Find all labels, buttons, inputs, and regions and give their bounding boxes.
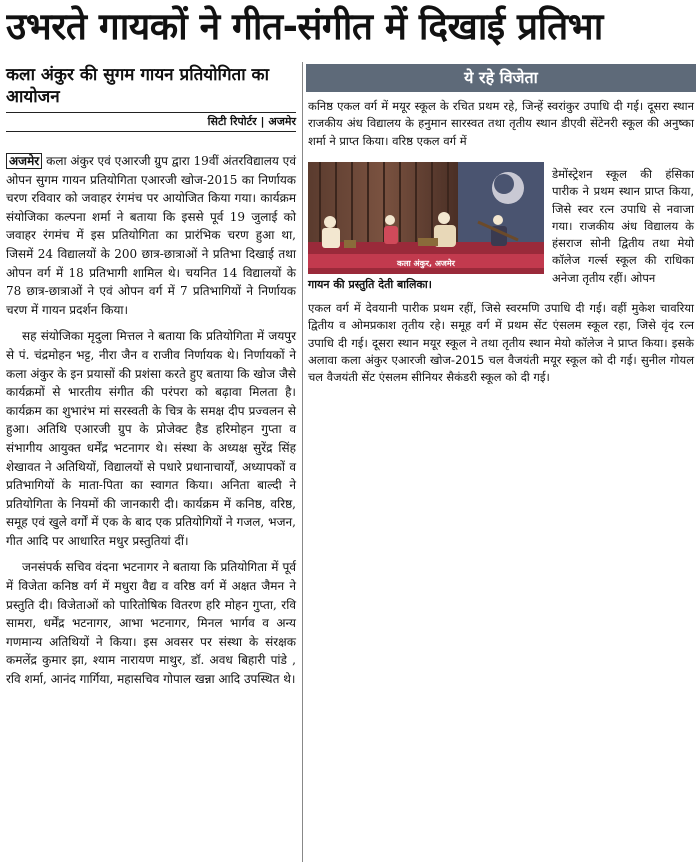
stage-banner: कला अंकुर, अजमेर	[397, 259, 455, 268]
byline: सिटी रिपोर्टर | अजमेर	[6, 112, 296, 132]
article-paragraph: जनसंपर्क सचिव वंदना भटनागर ने बताया कि प्रतियोगिता में पूर्व में विजेता कनिष्ठ वर्ग में मधुरा वैद्य व वरिष्ठ वर्ग में अक्षत जैमन ने प्रस्तुति दी। विजेताओं को पारितोषिक वितरण हरि मोहन गुप्ता, रवि सामरा, धर्मेंद्र भटनागर, आभा भटनागर, मिनल भार्गव व अन्य गणमान्य अतिथियों ने किया। इस अवसर पर संस्था के संरक्षक कमलेंद्र कुमार झा, श्याम नारायण माथुर, डॉ. अवध बिहारी पांडे , रवि शर्मा, आनंद गार्गिया, महासचिव गोपाल खन्ना आदि उपस्थित थे।	[6, 560, 296, 687]
paragraph-text: कला अंकुर एवं एआरजी ग्रुप द्वारा 19वीं अंतरविद्यालय एवं ओपन सुगम गायन प्रतियोगिता एआरजी खोज-2015 का निर्णायक चरण रविवार को जवाहर रंगमंच पर आयोजित किया गया। कार्यक्रम संयोजिका कल्पना शर्मा ने बताया कि इससे पूर्व 19 जुलाई को जवाहर रंगमंच में इस प्रतियोगिता का प्रारंभिक चरण हुआ था, जिसमें 24 विद्यालयों के 200 छात्र-छात्राओं ने प्रतिभा दिखाई तथा ओपन वर्ग में 18 प्रतिभागी शामिल थे। चयनित 14 विद्यालयों के 78 छात्र-छात्राओं ने एवं ओपन वर्ग में 7 प्रतिभागियों ने निर्णायक चरण में गायन प्रदर्शन किया।	[6, 154, 296, 317]
event-photo	[308, 162, 544, 274]
winners-side-text: डेमोंस्ट्रेशन स्कूल की हंसिका पारीक ने प्रथम स्थान प्राप्त किया, जिसे स्वर रत्न उपाधि से नवाजा गया। राजकीय अंध विद्यालय के हंसराज सोनी द्वितीय तथा मेयो कॉलेज गर्ल्स स्कूल की राधिका अनेजा तृतीय रहीं। ओपन	[552, 167, 694, 285]
article-paragraph	[6, 152, 296, 319]
article-paragraph: सह संयोजिका मृदुला मित्तल ने बताया कि प्रतियोगिता में जयपुर से पं. चंद्रमोहन भट्ट, नीरा जैन व राजीव निर्णायक थे। निर्णायकों ने कला अंकुर के इन प्रयासों की प्रशंसा करते हुए बताया कि खोज जैसे कार्यक्रमों से भारतीय संगीत की परंपरा को बढ़ावा मिलता है। कार्यक्रम का शुभारंभ मां सरस्वती के चित्र के समक्ष दीप प्रज्वलन से हुआ। अतिथि एआरजी ग्रुप के प्रोजेक्ट हैड हरिमोहन गुप्ता व संभागीय आयुक्त धर्मेंद्र भटनागर थे। संस्था के अध्यक्ष सुरेंद्र सिंह शेखावत ने अतिथियों, विद्यालयों से पधारे प्रधानाचार्यों, अध्यापकों व प्रतिभागियों के माता-पिता का स्वागत किया। अनिता बाल्दी ने प्रतियोगिता के नियमों की जानकारी दी। कार्यक्रम में कनिष्ठ, वरिष्ठ, समूह एवं खुले वर्गों में एक के बाद एक प्रतियोगियों ने गजल, भजन, गीत आदि पर आधारित मधुर प्रस्तुतियां दीं।	[6, 329, 296, 548]
headline: उभरते गायकों ने गीत-संगीत में दिखाई प्रतिभा	[6, 5, 603, 48]
winners-paragraph: कनिष्ठ एकल वर्ग में मयूर स्कूल के रचित प्रथम रहे, जिन्हें स्वरांकुर उपाधि दी गई। दूसरा स्थान राजकीय अंध विद्यालय के हनुमान सारस्वत तथा तृतीय स्थान डीएवी सेंटेनरी स्कूल की अनुष्का शर्मा ने प्राप्त किया। वरिष्ठ एकल वर्ग में	[308, 99, 694, 148]
dateline: अजमेर	[6, 153, 42, 169]
subheadline: कला अंकुर की सुगम गायन प्रतियोगिता का आयोजन	[6, 65, 270, 107]
winners-heading: ये रहे विजेता	[306, 64, 696, 92]
photo-caption: गायन की प्रस्तुति देती बालिका।	[308, 278, 432, 291]
winners-paragraph: एकल वर्ग में देवयानी पारीक प्रथम रहीं, जिसे स्वरमणि उपाधि दी गई। वहीं मुकेश चावरिया द्वितीय व ओमप्रकाश तृतीय रहे। समूह वर्ग में प्रथम सेंट एंसलम स्कूल रहा, जिसे वृंद रत्न उपाधि दी गई। दूसरा स्थान मयूर स्कूल ने तथा तृतीय स्थान मेयो कॉलेज ने प्राप्त किया। इसके अलावा कला अंकुर एआरजी खोज-2015 चल वैजयंती मयूर स्कूल को दी गई। सुनील गोयल चल वैजयंती सेंट एंसलम सीनियर सैकंडरी स्कूल को दी गई।	[308, 301, 694, 385]
column-divider	[302, 62, 303, 862]
article-body	[6, 152, 296, 697]
